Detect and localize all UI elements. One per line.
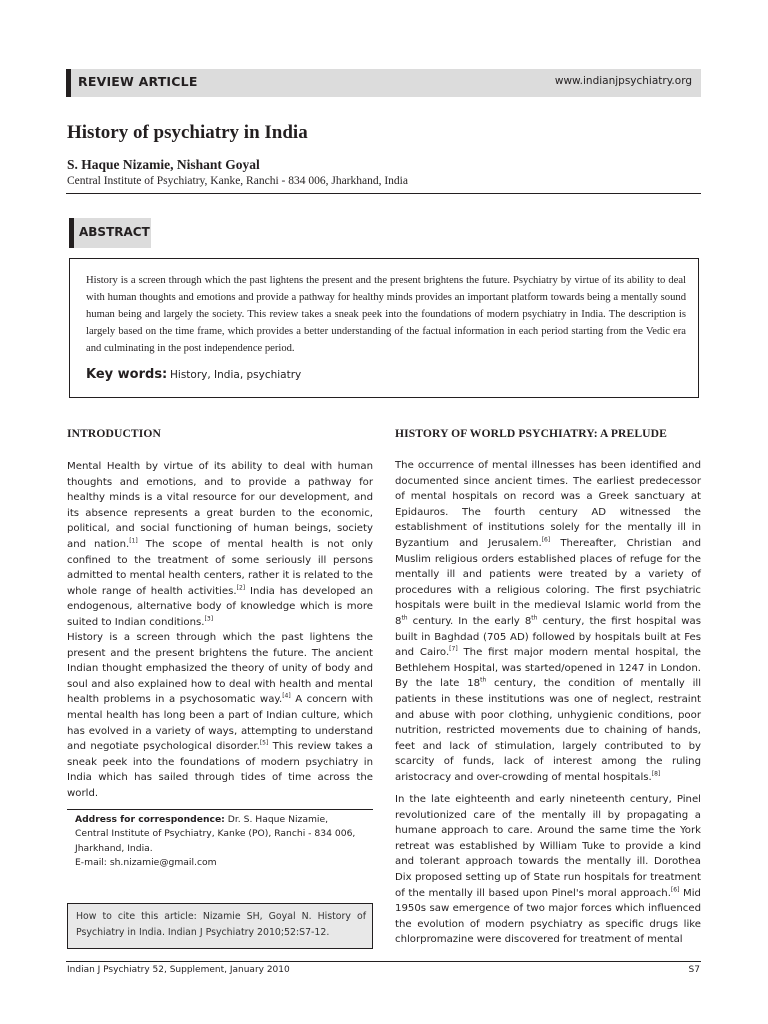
correspondence-line-1: Central Institute of Psychiatry, Kanke (PO), Ranchi - 834 006, (75, 828, 356, 840)
journal-url: www.indianjpsychiatry.org (554, 75, 692, 87)
footer-journal: Indian J Psychiatry 52, Supplement, January 2010 (67, 965, 290, 975)
introduction-paragraph-2: History is a screen through which the past lightens the present and the present brightens the future. The ancient Indian thought emphasized the theory of unity of body and soul and also explained how to deal with health and mental health problems in a psychosomatic way.[4] A concern with mental health has long been a part of Indian culture, which has evolved in a variety of ways, attempting to understand and negotiate psychological disorder.[5] This review takes a sneak peek into the foundations of modern psychiatry in India which has sailed through tides of time across the world. (67, 632, 374, 799)
correspondence-line-2: Jharkhand, India. (75, 842, 153, 854)
article-affiliation: Central Institute of Psychiatry, Kanke, Ranchi - 834 006, Jharkhand, India (67, 175, 408, 187)
article-title: History of psychiatry in India (67, 122, 308, 143)
citation-text: How to cite this article: Nizamie SH, Goyal N. History of Psychiatry in India. Indian J Psychiatry 2010;52:S7-12. (76, 911, 366, 938)
world-history-paragraph-1: The occurrence of mental illnesses has been identified and documented since ancient times. The earliest predecessor of mental hospitals on record was a Greek sanctuary at Epidauros. The fourth century AD witnessed the establishment of institutions solely for the mentally ill in Byzantium and Jerusalem.[6] Thereafter, Christian and Muslim religious orders established places of refuge for the mentally ill and patients were treated by a variety of procedures with a religious coloring. The first psychiatric hospitals were built in the medieval Islamic world from the 8th century. In the early 8th century, the first hospital was built in Baghdad (705 AD) followed by hospitals built at Fes and Cairo.[7] The first major modern mental hospital, the Bethlehem Hospital, was started/opened in 1247 in London. By the late 18th century, the condition of mentally ill patients in these institutions was one of neglect, restraint and abuse with poor clothing, unhygienic conditions, poor nutrition, restricted movements due to chaining of hands, feet and lack of stimulation, largely contributed to by scarcity of funds, lack of interest among the ruling aristocracy and over-crowding of mental hospitals.[8] (395, 460, 702, 783)
correspondence-email: E-mail: sh.nizamie@gmail.com (75, 856, 217, 868)
article-authors: S. Haque Nizamie, Nishant Goyal (67, 157, 260, 172)
keywords-value: History, India, psychiatry (170, 369, 302, 381)
correspondence-name: Dr. S. Haque Nizamie, (224, 814, 329, 825)
footer-divider (66, 961, 701, 962)
keywords (86, 367, 301, 382)
correspondence-block (75, 813, 370, 870)
section-label: REVIEW ARTICLE (78, 74, 198, 89)
world-history-paragraph-2: In the late eighteenth and early nineteenth century, Pinel revolutionized care of the mentally ill by propagating a humane approach to care. Around the same time the York retreat was established by William Tuke to provide a kind and tolerant approach towards the mentally ill. Dorothea Dix proposed setting up of State run hospitals for treatment of the mentally ill based upon Pinel's moral approach.[6] Mid 1950s saw emergence of two major forces which influenced the evolution of modern psychiatry as specific drugs like chlorpromazine were discovered for treatment of mental (395, 794, 701, 946)
footer-page-number: S7 (688, 965, 700, 975)
keywords-label: Key words: (86, 367, 168, 382)
correspondence-label: Address for correspondence: (75, 814, 225, 825)
world-history-heading: HISTORY OF WORLD PSYCHIATRY: A PRELUDE (395, 427, 667, 440)
correspondence-divider (67, 809, 373, 810)
title-divider (66, 193, 701, 194)
header-accent-bar (66, 69, 71, 97)
abstract-label: ABSTRACT (79, 225, 150, 239)
introduction-heading: INTRODUCTION (67, 427, 161, 440)
abstract-accent-bar (69, 218, 74, 248)
introduction-paragraph-1: Mental Health by virtue of its ability to deal with human thoughts and emotions, and to provide a pathway for healthy minds is a vital resource for our development, and its absence represents a great burden to the economic, political, and social functioning of human beings, society and nation.[1] The scope of mental health is not only confined to the treatment of some seriously ill persons admitted to mental health centers, rather it is related to the whole range of health activities.[2] India has developed an endogenous, alternative body of knowledge which is more suited to Indian conditions.[3] (67, 461, 373, 628)
abstract-text: History is a screen through which the past lightens the present and the present brightens the future. Psychiatry by virtue of its ability to deal with human thoughts and emotions and provide a pathway for healthy minds provides an important platform towards being a mentally sound human being and largely the society. This review takes a sneak peek into the foundations of modern psychiatry in India. The description is largely based on the time frame, which provides a better understanding of the factual information in each period starting from the Vedic era and culminating in the post independence period. (86, 275, 686, 354)
